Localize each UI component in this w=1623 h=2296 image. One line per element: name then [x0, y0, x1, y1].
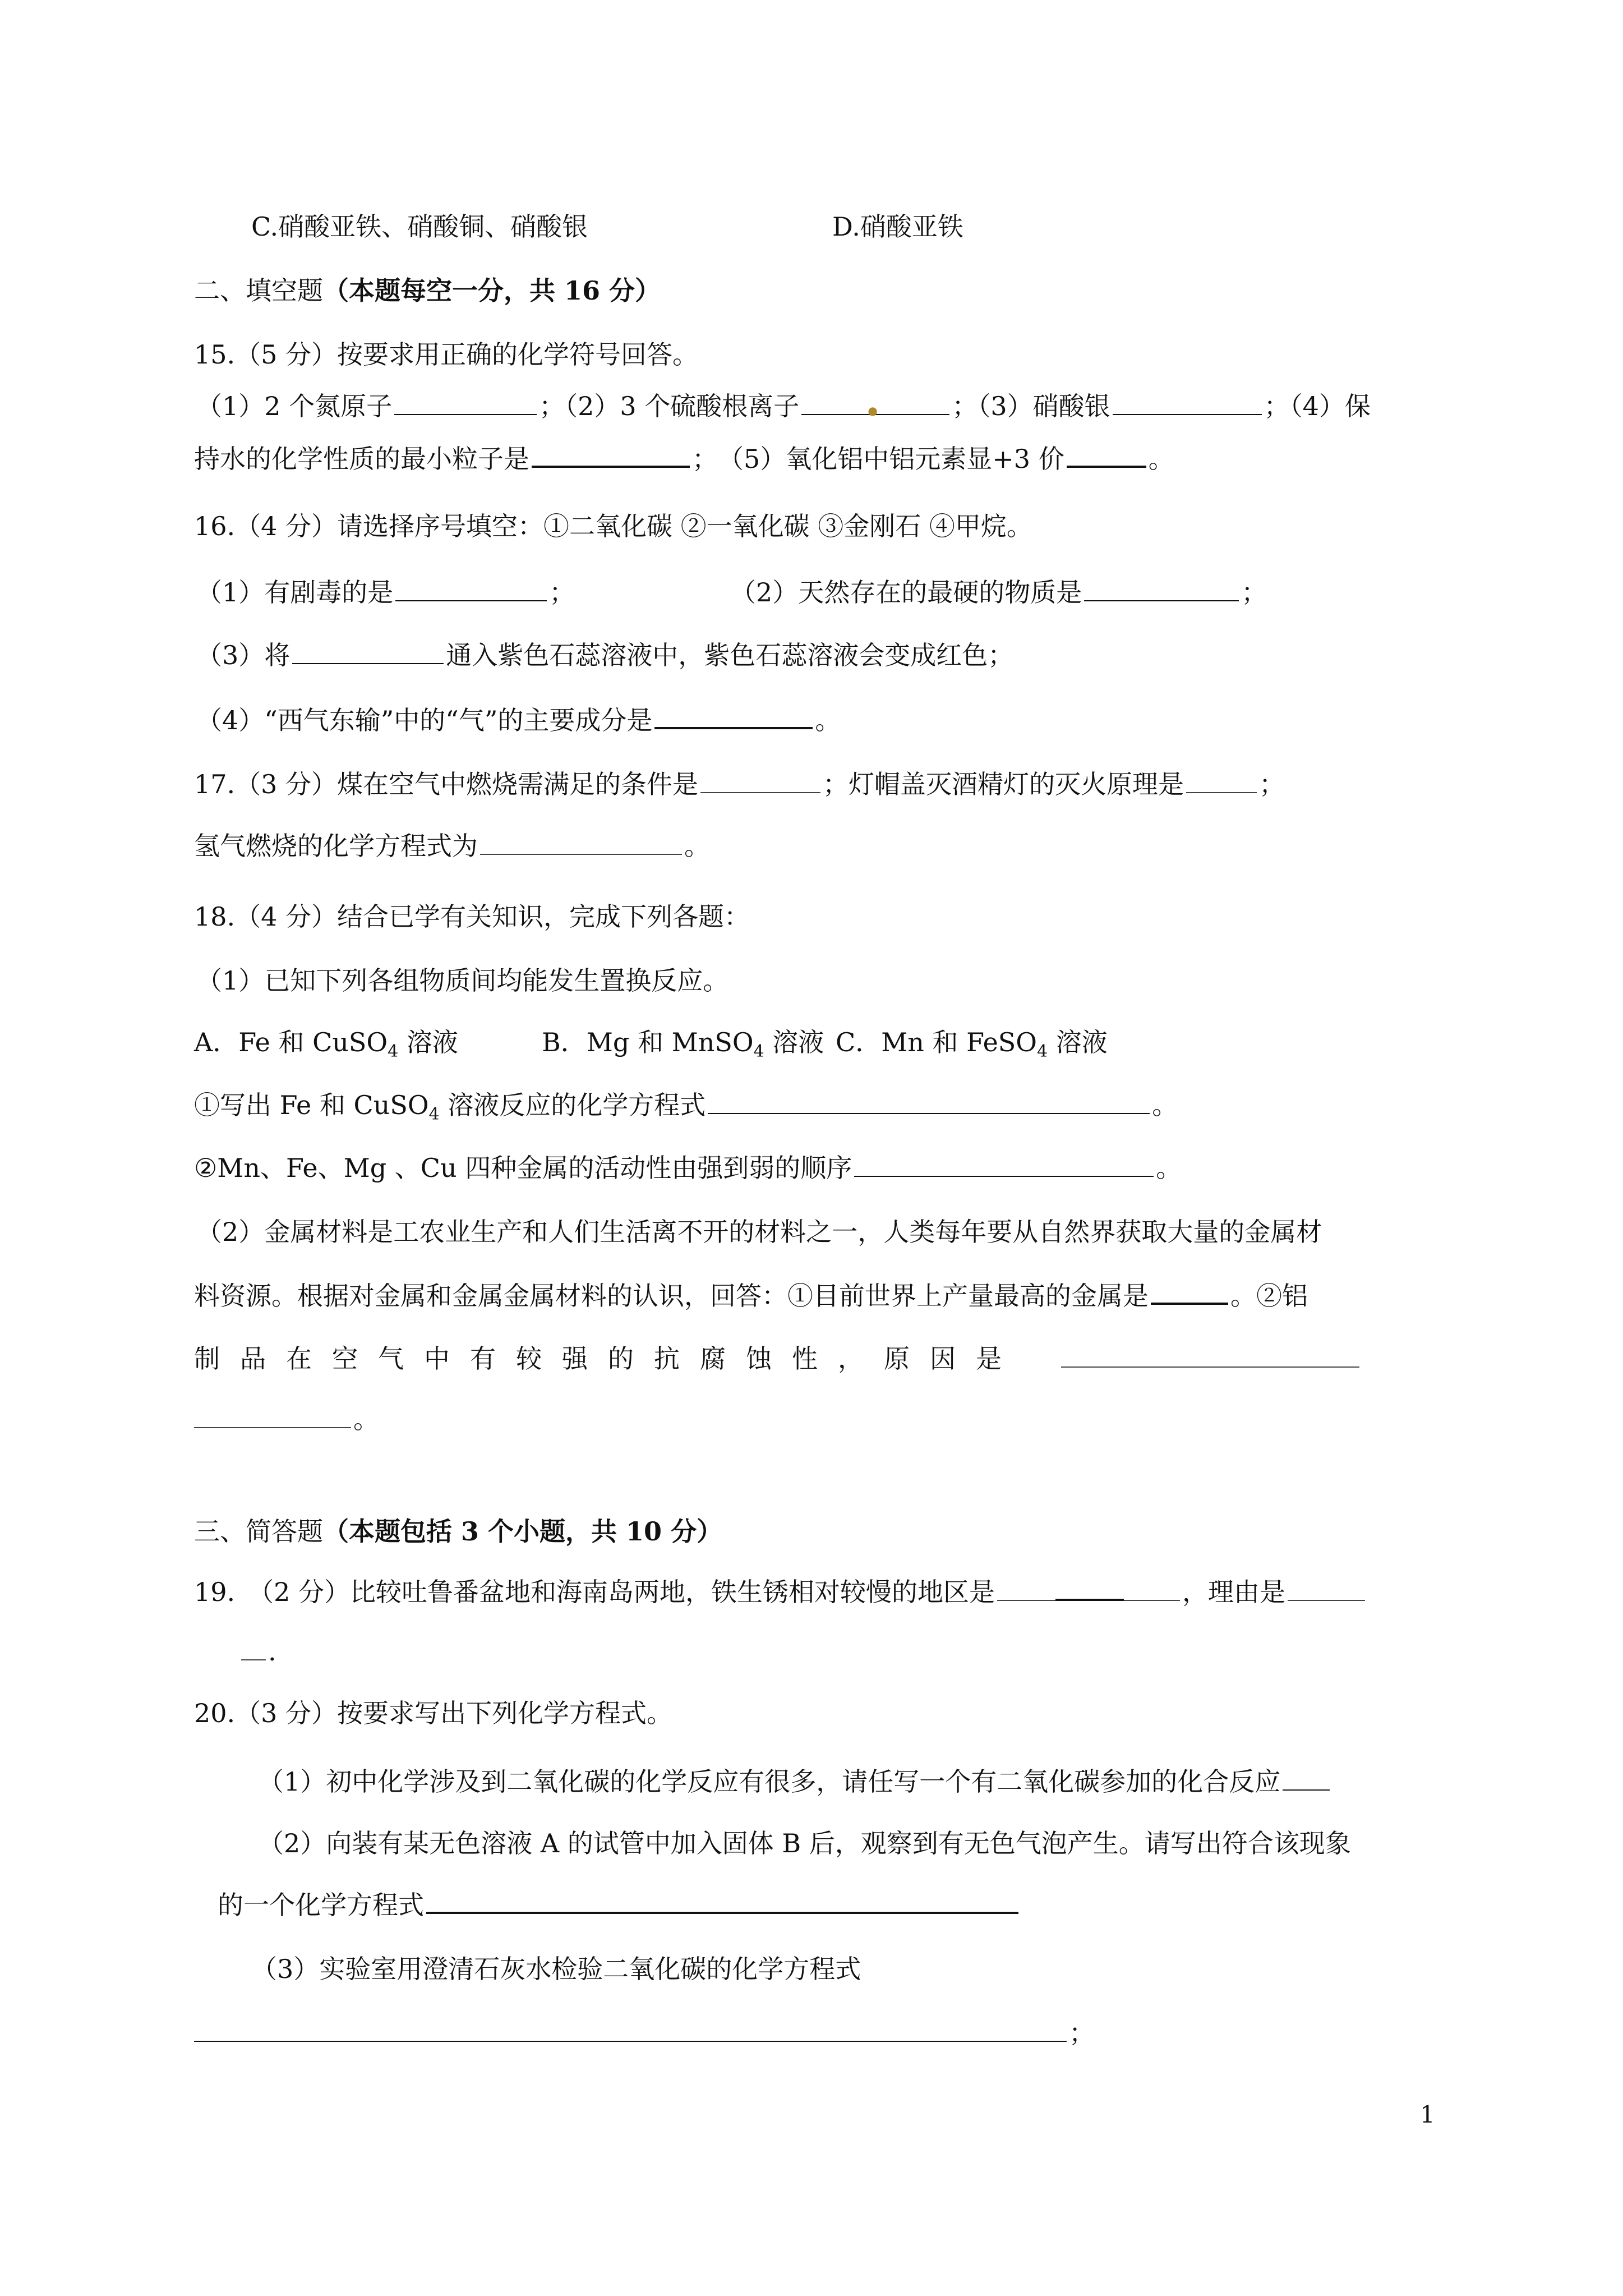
- q20-stem: 20.（3 分）按要求写出下列化学方程式。: [194, 1698, 673, 1728]
- q18-opt-b-text: B．Mg 和 MnSO: [542, 1027, 754, 1057]
- q19-line1: [194, 1575, 1367, 1609]
- page-number: 1: [1420, 2101, 1435, 2128]
- q18-p2b2: 。②铝: [1230, 1281, 1308, 1311]
- q18-i2c: 。: [1156, 1153, 1182, 1183]
- q17-b2: 。: [684, 831, 710, 861]
- q18-p2b: 料资源。根据对金属和金属金属材料的认识，回答：①目前世界上产量最高的金属是: [194, 1281, 1149, 1311]
- blank-corrosion-a[interactable]: [1061, 1342, 1359, 1368]
- blank-activity-order[interactable]: [854, 1151, 1154, 1177]
- blank-nitrogen[interactable]: [394, 389, 537, 415]
- q18-opt-b-tail: 溶液: [764, 1027, 824, 1057]
- q18-p2d: 。: [353, 1404, 379, 1434]
- q15-line2: [194, 441, 1174, 476]
- blank-extinguish[interactable]: [1186, 767, 1257, 793]
- q18-opt-b: [542, 1025, 824, 1069]
- q16-line3: [196, 702, 841, 737]
- blank-hardest[interactable]: [1084, 576, 1239, 601]
- q19-a: 19. （2 分）比较吐鲁番盆地和海南岛两地，铁生锈相对较慢的地区是: [194, 1577, 995, 1607]
- blank-gas[interactable]: [654, 702, 813, 729]
- q20-p3: （3）实验室用澄清石灰水检验二氧化碳的化学方程式: [251, 1954, 861, 1984]
- q15-p4: ；（4）保: [1264, 391, 1371, 421]
- q16-b2: 通入紫色石蕊溶液中，紫色石蕊溶液会变成红色；: [446, 640, 1014, 670]
- blank-reason-b[interactable]: [241, 1635, 266, 1660]
- q20-p3b: ；: [1069, 2018, 1095, 2048]
- q18-i1b: 溶液反应的化学方程式: [439, 1090, 706, 1120]
- blank-silver-nitrate[interactable]: [1113, 389, 1262, 415]
- section-3-header: [194, 1515, 722, 1548]
- q15-l2c: 。: [1148, 444, 1174, 474]
- subscript-4: 4: [428, 1105, 440, 1125]
- subscript-4: 4: [388, 1042, 399, 1062]
- blank-combination[interactable]: [1283, 1765, 1330, 1791]
- q19-c: .: [268, 1636, 276, 1667]
- blank-toxic[interactable]: [395, 576, 547, 601]
- blank-limewater-equation[interactable]: [194, 2016, 1067, 2042]
- q18-i2: ②Mn、Fe、Mg 、Cu 四种金属的活动性由强到弱的顺序: [194, 1153, 852, 1183]
- blank-coal[interactable]: [700, 767, 820, 793]
- q18-p2c: 制品在空气中有较强的抗腐蚀性，原因是: [194, 1343, 1022, 1374]
- q18-p2-line4: [194, 1402, 379, 1436]
- q16-b1: （3）将: [196, 640, 291, 670]
- q18-item1: [194, 1088, 1178, 1131]
- subscript-4: 4: [1037, 1042, 1048, 1062]
- q17-a1: 17.（3 分）煤在空气中燃烧需满足的条件是: [194, 769, 699, 799]
- q18-stem: 18.（4 分）结合已学有关知识，完成下列各题：: [194, 901, 750, 932]
- q18-p2-line3: [194, 1342, 1362, 1375]
- q16-line2: [196, 638, 1013, 672]
- q16-line1b: [730, 576, 1267, 609]
- q16-c2: 。: [815, 705, 841, 735]
- option-d: D.硝酸亚铁: [832, 211, 963, 242]
- section-2-header: [194, 274, 661, 307]
- blank-water[interactable]: [532, 441, 690, 468]
- q20-p2b: 的一个化学方程式: [218, 1890, 424, 1920]
- q17-a3: ；: [1259, 769, 1285, 799]
- subscript-4: 4: [753, 1042, 764, 1062]
- q15-stem: 15.（5 分）按要求用正确的化学符号回答。: [194, 339, 699, 370]
- q16-a1: （1）有剧毒的是: [196, 577, 394, 608]
- q17-line1: [194, 767, 1285, 801]
- q15-p1: （1）2 个氮原子: [196, 391, 393, 421]
- blank-fe-cuso4[interactable]: [708, 1088, 1150, 1114]
- q19-b: ，理由是: [1182, 1577, 1286, 1607]
- blank-highest-metal[interactable]: [1151, 1278, 1228, 1305]
- blank-corrosion-b[interactable]: [194, 1402, 351, 1428]
- q15-l2a: 持水的化学性质的最小粒子是: [194, 444, 529, 474]
- q18-i1: ①写出 Fe 和 CuSO: [194, 1090, 429, 1120]
- blank-reason-a[interactable]: [1288, 1575, 1365, 1601]
- q20-p1-text: （1）初中化学涉及到二氧化碳的化学反应有很多，请任写一个有二氧化碳参加的化合反应: [258, 1766, 1281, 1797]
- q16-a2: ；: [549, 577, 575, 608]
- q17-line2: [194, 829, 710, 863]
- q15-l2b: ； （5）氧化铝中铝元素显+3 价: [692, 444, 1064, 474]
- q20-p1: [258, 1765, 1332, 1798]
- blank-litmus[interactable]: [292, 638, 444, 664]
- q15-p3: ；（3）硝酸银: [952, 391, 1110, 421]
- q18-p2-line1: （2）金属材料是工农业生产和人们生活离不开的材料之一，人类每年要从自然界获取大量的金属材: [196, 1217, 1322, 1247]
- q15-p2: ；（2）3 个硫酸根离子: [539, 391, 800, 421]
- section-title: 二、填空题: [194, 275, 323, 306]
- q18-sub1: （1）已知下列各组物质间均能发生置换反应。: [196, 965, 729, 996]
- q18-opt-a: [194, 1025, 458, 1069]
- option-c: C.硝酸亚铁、硝酸铜、硝酸银: [251, 211, 588, 242]
- section-title: 三、简答题: [194, 1516, 323, 1547]
- q19-line2: [241, 1635, 276, 1668]
- q16-line1: [196, 576, 575, 609]
- q18-i1c: 。: [1152, 1090, 1178, 1120]
- q20-p2: （2）向装有某无色溶液 A 的试管中加入固体 B 后，观察到有无色气泡产生。请写出符合该现象: [258, 1828, 1351, 1858]
- q18-opt-c-tail: 溶液: [1048, 1027, 1108, 1057]
- blank-sulfate[interactable]: ●: [801, 389, 949, 415]
- q16-c1: （4）“西气东输”中的“气”的主要成分是: [196, 705, 653, 735]
- q18-p2-line2: [194, 1278, 1308, 1313]
- section-note: （本题包括 3 个小题，共 10 分）: [323, 1516, 723, 1547]
- q16-a3: （2）天然存在的最硬的物质是: [730, 577, 1082, 608]
- q18-opt-a-text: A．Fe 和 CuSO: [194, 1027, 388, 1057]
- q20-p3-line2: [194, 2016, 1095, 2050]
- q16-stem: 16.（4 分）请选择序号填空：①二氧化碳 ②一氧化碳 ③金刚石 ④甲烷。: [194, 511, 1032, 541]
- section-note: （本题每空一分，共 16 分）: [323, 275, 661, 306]
- q17-b1: 氢气燃烧的化学方程式为: [194, 831, 478, 861]
- blank-slow-rust[interactable]: [997, 1575, 1180, 1601]
- q20-p2-line2: [218, 1887, 1021, 1922]
- q15-line1: [196, 389, 1371, 423]
- blank-aluminum[interactable]: [1067, 441, 1146, 468]
- q16-a4: ；: [1241, 577, 1267, 608]
- q18-opt-c: [836, 1025, 1108, 1069]
- q18-opt-a-tail: 溶液: [398, 1027, 458, 1057]
- blank-hydrogen[interactable]: [480, 829, 682, 855]
- q18-item2: [194, 1151, 1182, 1185]
- q17-a2: ；灯帽盖灭酒精灯的灭火原理是: [823, 769, 1184, 799]
- blank-gas-equation[interactable]: [426, 1887, 1018, 1914]
- q18-opt-c-text: C．Mn 和 FeSO: [836, 1027, 1038, 1057]
